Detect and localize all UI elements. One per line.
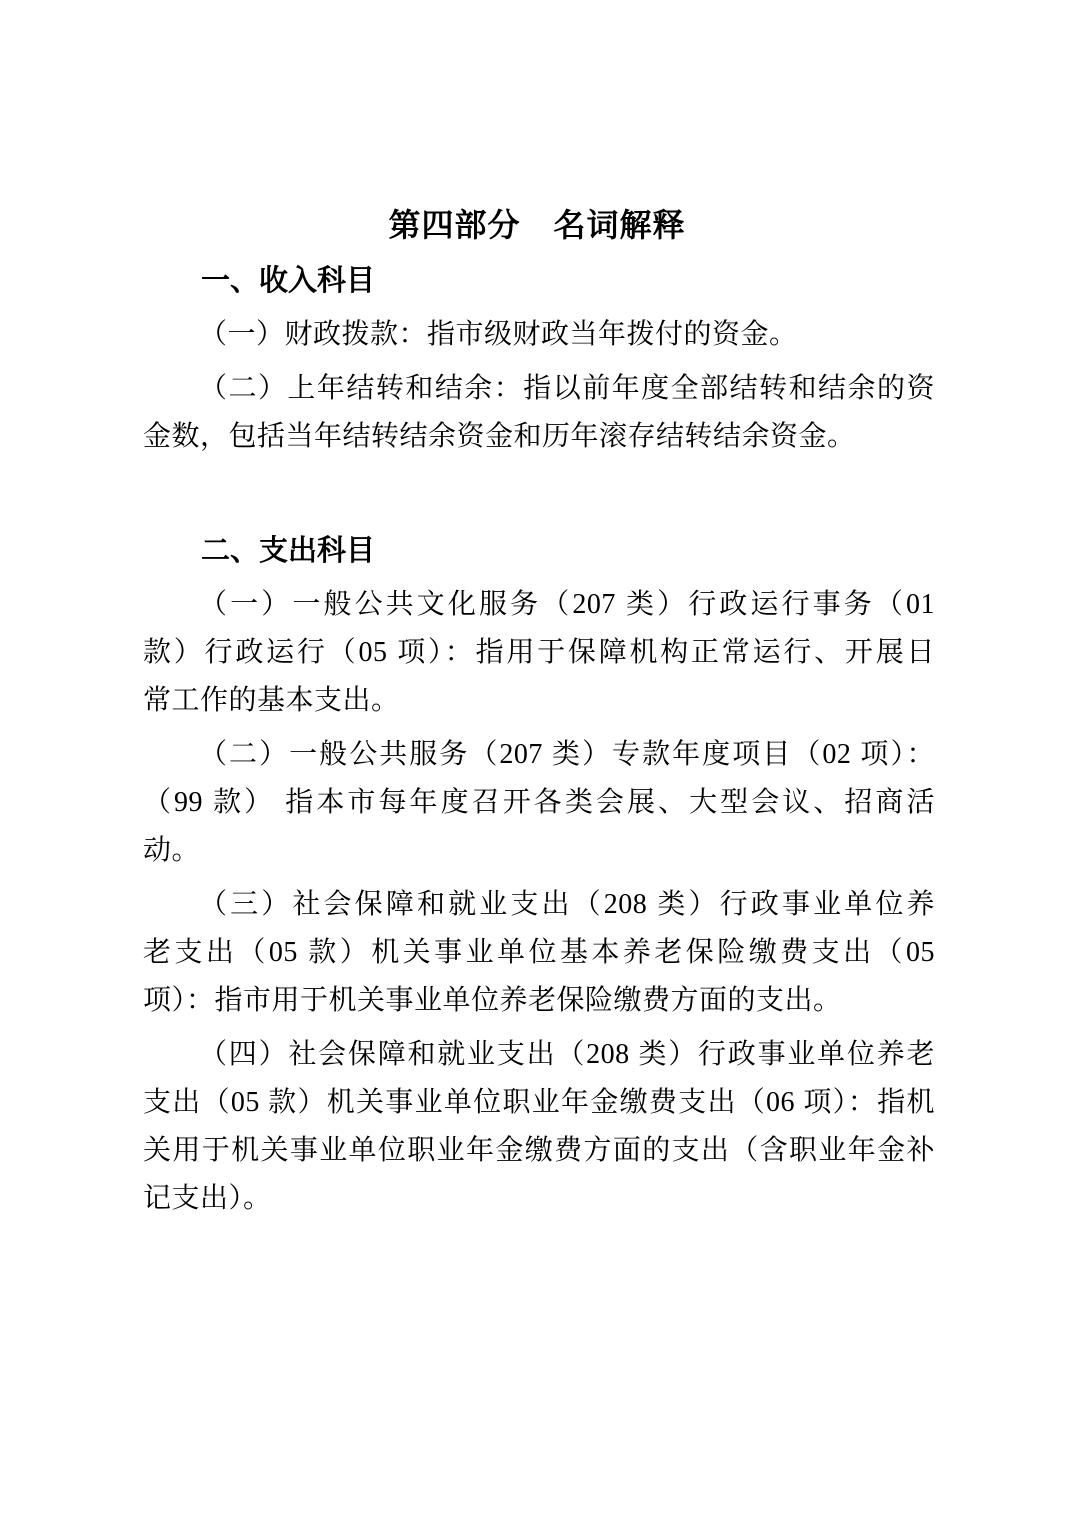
text-line: （二）上年结转和结余：指以前年度全部结转和结余的资 [199, 373, 935, 404]
text-line: （一）财政拨款：指市级财政当年拨付的资金。 [199, 319, 798, 350]
text-line: 项）：指市用于机关事业单位养老保险缴费方面的支出。 [143, 985, 842, 1016]
section-heading: 二、支出科目 [201, 535, 376, 567]
text-line: 动。 [143, 835, 201, 866]
paragraph [143, 365, 935, 461]
text-line: 金数，包括当年结转结余资金和历年滚存结转结余资金。 [143, 421, 856, 452]
text-line: 支出（05 款）机关事业单位职业年金缴费支出（06 项）：指机 [143, 1087, 935, 1118]
section [143, 257, 935, 461]
section [143, 527, 935, 1223]
text-line: （二）一般公共服务（207 类）专款年度项目（02 项）： [199, 739, 935, 770]
text-line: 款）行政运行（05 项）：指用于保障机构正常运行、开展日 [143, 637, 935, 668]
section-heading: 一、收入科目 [201, 265, 376, 297]
paragraph [143, 311, 935, 359]
text-line: 老支出（05 款）机关事业单位基本养老保险缴费支出（05 [143, 937, 935, 968]
page-title: 第四部分 名词解释 [388, 207, 686, 243]
paragraph [143, 581, 935, 725]
paragraph [143, 731, 935, 875]
paragraph [143, 1031, 935, 1223]
text-line: 常工作的基本支出。 [143, 685, 400, 716]
text-line: （99 款） 指本市每年度召开各类会展、大型会议、招商活 [143, 787, 935, 818]
paragraph [143, 881, 935, 1025]
text-line: （一）一般公共文化服务（207 类）行政运行事务（01 [199, 589, 935, 620]
text-line: （四）社会保障和就业支出（208 类）行政事业单位养老 [199, 1039, 935, 1070]
text-line: （三）社会保障和就业支出（208 类）行政事业单位养 [199, 889, 935, 920]
text-line: 关用于机关事业单位职业年金缴费方面的支出（含职业年金补 [143, 1135, 935, 1166]
text-line: 记支出）。 [143, 1183, 272, 1214]
document-body [143, 257, 935, 1223]
